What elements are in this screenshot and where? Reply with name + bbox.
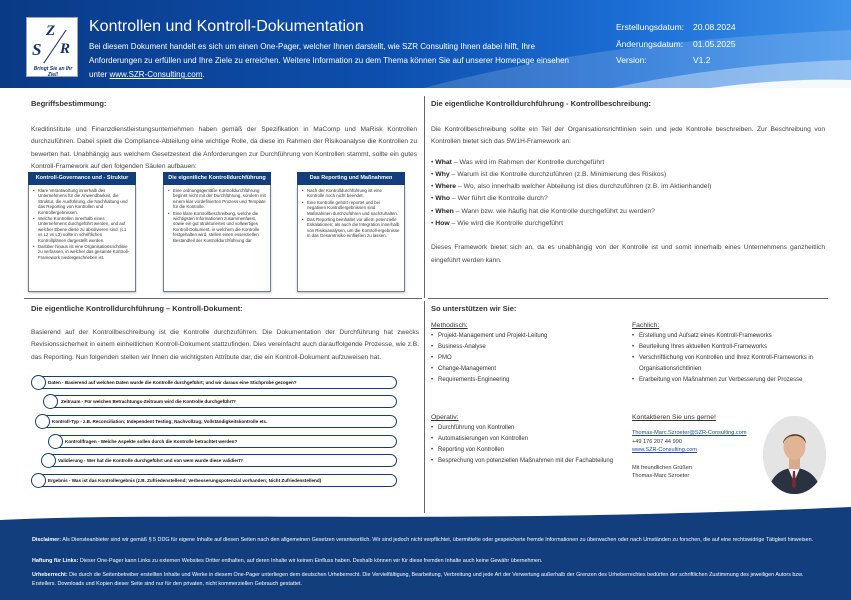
contact-block (632, 414, 764, 481)
document-heading: Die eigentliche Kontrolldurchführung – Kontroll-Dokument: (31, 304, 243, 313)
document-meta: Erstellungsdatum: 20.08.2024 Änderungsdatum: 01.05.2025 Version: V1.2 (616, 22, 736, 65)
divider-vertical-bottom (424, 301, 425, 513)
divider-horizontal-right (428, 298, 828, 299)
footer-disclaimer (0, 520, 851, 600)
step-circle (48, 434, 63, 449)
pillar-reporting: Das Reporting und Maßnahmen • Nach der Kontrolldurchführung ist eine Kontrolle noch nicht beendet. • Eine Kontrolle gehört reportet und bei negativen Kontrollergebnissen sind Maßnahmen durchzuführen und nachzuhalten. • Das Reporting beinhaltet vor allem potenzielle Eskalationen; als auch die Integration innerhalb von Risikoanalysen, um die Kontroll-ergebnisse in das Gesamtrisiko einfließen zu lassen. (297, 172, 405, 292)
pillar-governance: Kontroll-Governance und - Struktur • Klare Verantwortung innerhalb des Unternehmens für die Anwendbarkeit, die Struktur, die Ausführung, die Nachhaltung und das Reporting von Kontrollen und Kontrollergebnissen. • Welche Kontrollen innerhalb eines Unternehmens durchgeführt werden, und auf welcher Ebene diese zu absolvieren sind. (L1 vs L2 vs L3) sollte in schriftlichen Kontrollplänen dargestellt werden. • Darüber hinaus ist eine Organisationsrichtlinie zu verfassen, in welcher das gesamte Kontroll-Framework niedergeschrieben ist. (28, 172, 136, 292)
contact-name: Thomas-Marc Szroeter (632, 473, 690, 480)
description-text: Die Kontrollbeschreibung sollte ein Teil der Organisationsrichtlinien sein und jede Kontrolle beschreiben. Zur Beschreibung von Kontrollen bietet sich das 5W1H-Framework an: (431, 126, 825, 146)
step-daten: Daten - Basierend auf welchen Daten wurde die Kontrolle durchgeführt; und wir daraus eine Stichprobe gezogen? (33, 376, 397, 389)
document-text: Basierend auf der Kontrollbeschreibung ist die Kontrolle durchzuführen. Die Dokumentation der Durchführung hat zwecks Revisionssicherheit in einem einheitlichen Kontroll-Dokument stattzufinden. Dies vereinfacht auch darauffolgende Prozesse, wie z.B. das Reporting. Nun folgenden stellen wir Ihnen die wichtigsten Attribute dar, die ein Kontroll-Dokument aufzuweisen hat. (31, 329, 419, 361)
pillar-execution: Die eigentliche Kontrolldurchführung • Eine ordnungsgemäße Kontrolldurchführung beginnt nicht mit der Durchführung, sondern mit einem klar vordefinierten Prozess und Template für die Kontrolle. • Eine klare Kontrollbeschreibung, welche die wichtigsten Informationen zusammenfasst, sowie ein gut strukturiertes und vollwertiges Kontroll-Dokument, in welchem die Kontrolle festgehalten wird, stellen einen essenziellen Bestandteil der Kontrolldurchführung dar (163, 172, 271, 292)
contact-greeting: Mit freundlichen Grüßen (632, 464, 693, 471)
step-circle (41, 453, 56, 468)
step-circle (31, 473, 46, 488)
support-heading-text: So unterstützen wir Sie: (431, 304, 517, 313)
divider-horizontal-left (24, 298, 422, 299)
description-section (431, 99, 825, 267)
definition-section (31, 99, 417, 173)
step-circle (35, 414, 50, 429)
definition-text: Kreditinstitute und Finanzdienstleistungsunternehmen haben gemäß der Spezifikation in MaComp und MaRisk Kontrollen durchzuführen. Dabei spielt die Compliance-Abteilung eine wichtige Rolle, da diese im Rahmen der Risikoanalyse die Kontrollen zu bewerten hat. Unabhängig aus welchem Gesetzestext die Anforderungen zur Durchführung von Kontrollen stammt, sollte ein gutes Kontroll-Framework auf den folgenden Säulen aufbauen: (31, 126, 417, 170)
contact-web-link[interactable]: www.SZR-Consulting.com (632, 447, 697, 454)
step-circle (43, 394, 58, 409)
intro-text: Bei diesem Dokument handelt es sich um einen One-Pager, welcher Ihnen darstellt, wie SZR Consulting Ihnen dabei hilft, Ihre Anforderungen zu erfüllen und Ihre Ziele zu erreichen. Weitere Information zu dem Thema können Sie auf unserer Homepage einsehen unter www.SZR-Consulting.com. (89, 42, 569, 79)
step-kontroll-typ: Kontroll-Typ - z.B. Reconciliation; Independent Testing; Nachvollzug; Vollständigkeitskontrolle etc. (37, 415, 397, 428)
step-circle (31, 375, 46, 390)
contact-phone: +49 176 207 44 990 (632, 438, 682, 445)
contact-heading: Kontaktieren Sie uns gerne! (632, 414, 716, 421)
header-banner (0, 0, 851, 88)
description-heading: Die eigentliche Kontrolldurchführung - Kontrollbeschreibung: (431, 99, 651, 108)
definition-heading: Begriffsbestimmung: (31, 99, 107, 108)
5w1h-list: • What – Was wird im Rahmen der Kontrolle durchgeführt • Why – Warum ist die Kontrolle durchzuführen (z.B. Minimierung des Risikos) • Where – Wo, also innerhalb welcher Abteilung ist dies durchzuführen (z.B. im Aktienhandel) • Who – Wer führt die Kontrolle durch? • When – Wann bzw. wie häufig hat die Kontrolle durchgeführt zu werden? • How – Wie wird die Kontrolle durchgeführt (431, 158, 712, 228)
document-section (31, 304, 419, 364)
support-operativ: Operativ: • Durchführung von Kontrollen • Automatisierungen von Kontrollen • Reporting von Kontrollen • Besprechung von potenziellen Maßnahmen mit der Fachabteilung (431, 414, 621, 467)
footer-links-text: Haftung für Links: Dieser One-Pager kann Links zu externen Websites Dritter enthalten, auf deren Inhalte wir keinen Einfluss haben. Deshalb können wir für diese fremden Inhalte auch keine Gewähr übernehmen. (32, 558, 543, 564)
page-title: Kontrollen und Kontroll-Dokumentation (89, 18, 364, 35)
company-logo: S Z R Bringt Sie an Ihr Ziel! (26, 17, 78, 77)
avatar (763, 416, 826, 494)
homepage-link[interactable]: www.SZR-Consulting.com (109, 70, 203, 79)
support-methodisch: Methodisch: • Projekt-Management und Projekt-Leitung • Business-Analyse • PMO • Change-Management • Requirements-Engineering (431, 322, 621, 386)
contact-email-link[interactable]: Thomas-Marc.Szroeter@SZR-Consulting.com (632, 430, 747, 436)
step-kontrollfragen: Kontrollfragen - Welche Aspekte sollen durch die Kontrolle betrachtet werden? (50, 435, 397, 448)
step-zeitraum: Zeitraum - Für welchen Betrachtungs-Zeitraum wird die Kontrolle durchgeführt? (45, 395, 397, 408)
divider-vertical-top (424, 96, 425, 298)
footer-disclaimer-text: Disclaimer: Als Diensteanbieter sind wir gemäß § 5 DDG für eigene Inhalte auf diesen Seiten nach den allgemeinen Gesetzen verantwortlich. Wir sind jedoch nicht verpflichtet, übermittelte oder gespeicherte fremde Informationen zu überwachen oder nach Umständen zu forschen, die auf eine rechtswidrige Tätigkeit hinweisen. (32, 537, 814, 543)
footer-copyright-text: Urheberrecht: Die durch die Seitenbetreiber erstellten Inhalte und Werke in diesem One-Pager unterliegen dem deutschen Urheberrecht. Die Vervielfältigung, Bearbeitung, Verbreitung und jede Art der Verwertung außerhalb der Grenzen des Urheberrechtes bedürfen der schriftlichen Zustimmung des jeweiligen Autors bzw. Erstellers. Downloads und Kopien dieser Seite sind nur für den privaten, nicht kommerziellen Gebrauch gestattet. (32, 572, 804, 587)
step-validierung: Validierung - Wer hat die Kontrolle durchgeführt und von wem wurde diese validiert? (43, 454, 397, 467)
support-fachlich: Fachlich: • Erstellung und Aufsatz eines Kontroll-Frameworks • Beurteilung Ihres aktuellen Kontroll-Frameworks • Verschriftlichung von Kontrollen und Ihrez Kontroll-Frameworks in Organisationsrichtlinien • Erarbeitung von Maßnahmen zur Verbesserung der Prozesse (632, 322, 828, 386)
step-ergebnis: Ergebnis - Was ist das Kontrollergebnis (z.B. Zufriedenstellend; Verbesserungspotenzial vorhanden; Nicht Zufriedenstellend) (33, 474, 397, 487)
description-closing: Dieses Framework bietet sich an, da es unabhängig von der Kontrolle ist und somit innerhalb eines Unternehmens ganzheitlich eingeführt werden kann. (431, 244, 825, 264)
